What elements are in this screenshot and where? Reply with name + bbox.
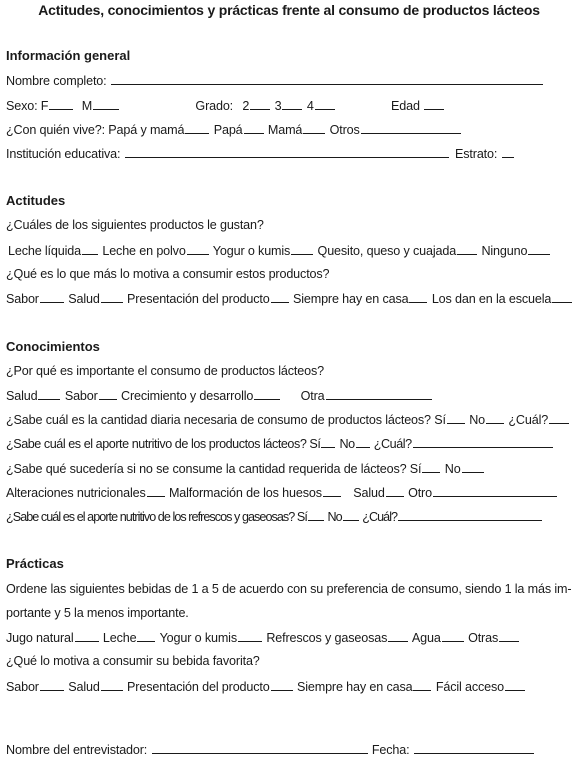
option-suc-salud: Salud: [353, 486, 385, 500]
option-fav-salud: Salud: [68, 680, 100, 694]
field-malformacion[interactable]: [323, 484, 341, 497]
section-heading-practicas: Prácticas: [6, 556, 64, 571]
field-institucion[interactable]: [125, 145, 449, 158]
section-heading-conocimientos: Conocimientos: [6, 339, 100, 354]
field-jugo[interactable]: [75, 629, 99, 642]
field-edad[interactable]: [424, 97, 444, 110]
label-grado: Grado:: [195, 99, 234, 113]
instruction-line-2: portante y 5 la menos importante.: [6, 606, 189, 620]
row-bebidas: [6, 629, 574, 646]
option-ninguno: Ninguno: [481, 244, 528, 258]
row-cantidad: [6, 411, 574, 428]
field-vive-mama[interactable]: [303, 121, 325, 134]
question-aporte-lacteos: ¿Sabe cuál es el aporte nutritivo de los productos lácteos? Sí: [6, 437, 321, 451]
label-grado-4: 4: [306, 99, 314, 113]
option-imp-salud: Salud: [6, 389, 38, 403]
question-cantidad: ¿Sabe cuál es la cantidad diaria necesaria de consumo de productos lácteos? Sí: [6, 413, 446, 427]
field-aporte-si[interactable]: [321, 435, 335, 448]
option-alteraciones: Alteraciones nutricionales: [6, 486, 146, 500]
row-favorita-opciones: [6, 678, 574, 695]
option-sabor: Sabor: [6, 292, 39, 306]
page-title: Actitudes, conocimientos y prácticas frente al consumo de productos lácteos: [38, 2, 540, 18]
label-sucederia-no: No: [444, 462, 461, 476]
row-motiva-opciones: [6, 290, 574, 307]
option-queso: Quesito, queso y cuajada: [317, 244, 457, 258]
field-vive-otros[interactable]: [361, 121, 461, 134]
option-yogur: Yogur o kumis: [212, 244, 291, 258]
option-leche-liquida: Leche líquida: [8, 244, 81, 258]
label-cantidad-cual: ¿Cuál?: [508, 413, 549, 427]
field-cantidad-no[interactable]: [486, 411, 504, 424]
label-vive-mama: Mamá: [267, 123, 303, 137]
field-fav-presentacion[interactable]: [271, 678, 293, 691]
option-presentacion: Presentación del producto: [127, 292, 270, 306]
field-otras[interactable]: [499, 629, 519, 642]
field-refrescos-no[interactable]: [343, 508, 359, 521]
row-sucederia: [6, 460, 574, 477]
field-leche-liquida[interactable]: [82, 242, 98, 255]
field-estrato[interactable]: [502, 145, 514, 158]
field-agua[interactable]: [442, 629, 464, 642]
label-entrevistador: Nombre del entrevistador:: [6, 743, 148, 757]
field-imp-sabor[interactable]: [99, 387, 117, 400]
field-aporte-cual[interactable]: [413, 435, 553, 448]
question-gustan: ¿Cuáles de los siguientes productos le gustan?: [6, 218, 264, 232]
question-importante: ¿Por qué es importante el consumo de productos lácteos?: [6, 364, 324, 378]
field-salud[interactable]: [101, 290, 123, 303]
option-malformacion: Malformación de los huesos: [168, 486, 322, 500]
section-heading-general: Información general: [6, 48, 131, 63]
field-cantidad-cual[interactable]: [549, 411, 569, 424]
field-refrescos-cual[interactable]: [398, 508, 542, 521]
field-entrevistador[interactable]: [152, 741, 368, 754]
instruction-line-1: Ordene las siguientes bebidas de 1 a 5 de acuerdo con su preferencia de consumo, siendo 1 la más im-: [6, 582, 572, 596]
field-fav-salud[interactable]: [101, 678, 123, 691]
field-sucederia-si[interactable]: [422, 460, 440, 473]
question-aporte-refrescos: ¿Sabe cuál es el aporte nutritivo de los refrescos y gaseosas? Sí: [6, 510, 307, 524]
field-yogur[interactable]: [291, 242, 313, 255]
label-institucion: Institución educativa:: [6, 147, 121, 161]
label-refrescos-no: No: [327, 510, 342, 524]
row-footer: [6, 741, 574, 758]
field-fecha[interactable]: [414, 741, 534, 754]
question-sucederia: ¿Sabe qué sucedería si no se consume la cantidad requerida de lácteos? Sí: [6, 462, 422, 476]
field-sabor[interactable]: [40, 290, 64, 303]
field-escuela[interactable]: [552, 290, 572, 303]
field-alteraciones[interactable]: [147, 484, 165, 497]
field-beb-leche[interactable]: [137, 629, 155, 642]
label-sexo-m: M: [81, 99, 93, 113]
label-aporte-no: No: [339, 437, 355, 451]
row-aporte-lacteos: [6, 435, 574, 452]
row-aporte-refrescos: [6, 508, 574, 525]
field-fav-sabor[interactable]: [40, 678, 64, 691]
option-escuela: Los dan en la escuela: [431, 292, 552, 306]
label-vive-otros: Otros: [329, 123, 360, 137]
question-favorita: ¿Qué lo motiva a consumir su bebida favorita?: [6, 654, 260, 668]
option-otras: Otras: [468, 631, 499, 645]
option-salud: Salud: [68, 292, 100, 306]
option-fav-siempre: Siempre hay en casa: [296, 680, 413, 694]
row-institucion: [6, 145, 574, 162]
option-imp-otra: Otra: [300, 389, 325, 403]
label-sexo-f: Sexo: F: [6, 99, 49, 113]
field-suc-salud[interactable]: [386, 484, 404, 497]
option-refrescos: Refrescos y gaseosas: [266, 631, 388, 645]
field-nombre[interactable]: [111, 72, 543, 85]
field-fav-facil[interactable]: [505, 678, 525, 691]
option-fav-sabor: Sabor: [6, 680, 39, 694]
field-grado-4[interactable]: [315, 97, 335, 110]
option-suc-otro: Otro: [408, 486, 432, 500]
field-refrescos-si[interactable]: [308, 508, 324, 521]
field-leche-polvo[interactable]: [187, 242, 209, 255]
field-cantidad-si[interactable]: [447, 411, 465, 424]
label-cantidad-no: No: [469, 413, 486, 427]
option-imp-crecimiento: Crecimiento y desarrollo: [121, 389, 254, 403]
field-grado-3[interactable]: [282, 97, 302, 110]
field-siempre-casa[interactable]: [409, 290, 427, 303]
field-sexo-f[interactable]: [49, 97, 73, 110]
field-presentacion[interactable]: [271, 290, 289, 303]
option-fav-facil: Fácil acceso: [435, 680, 505, 694]
field-imp-salud[interactable]: [38, 387, 60, 400]
label-grado-2: 2: [242, 99, 250, 113]
row-vive: [6, 121, 574, 138]
field-fav-siempre[interactable]: [413, 678, 431, 691]
field-sexo-m[interactable]: [93, 97, 119, 110]
label-nombre: Nombre completo:: [6, 74, 107, 88]
option-leche-polvo: Leche en polvo: [102, 244, 186, 258]
label-aporte-cual: ¿Cuál?: [373, 437, 412, 451]
row-importante-opciones: [6, 387, 574, 404]
field-suc-otro[interactable]: [433, 484, 557, 497]
option-fav-presentacion: Presentación del producto: [127, 680, 270, 694]
field-imp-otra[interactable]: [326, 387, 432, 400]
row-nombre: [6, 72, 574, 89]
option-siempre-casa: Siempre hay en casa: [292, 292, 409, 306]
section-heading-actitudes: Actitudes: [6, 193, 66, 208]
field-ninguno[interactable]: [528, 242, 550, 255]
row-gustan-opciones: [8, 242, 574, 259]
label-vive: ¿Con quién vive?: Papá y mamá: [6, 123, 185, 137]
option-jugo: Jugo natural: [6, 631, 74, 645]
field-refrescos[interactable]: [388, 629, 408, 642]
option-beb-yogur: Yogur o kumis: [159, 631, 237, 645]
label-refrescos-cual: ¿Cuál?: [362, 510, 398, 524]
field-queso[interactable]: [457, 242, 477, 255]
option-imp-sabor: Sabor: [64, 389, 98, 403]
field-imp-crecimiento[interactable]: [254, 387, 280, 400]
option-beb-leche: Leche: [102, 631, 137, 645]
label-grado-3: 3: [274, 99, 282, 113]
option-agua: Agua: [411, 631, 441, 645]
label-fecha: Fecha:: [371, 743, 410, 757]
label-estrato: Estrato:: [455, 147, 498, 161]
row-sexo-grado-edad: [6, 97, 574, 114]
label-edad: Edad: [391, 99, 420, 113]
field-beb-yogur[interactable]: [238, 629, 262, 642]
field-vive-papa[interactable]: [244, 121, 264, 134]
field-vive-ambos[interactable]: [185, 121, 209, 134]
field-sucederia-no[interactable]: [462, 460, 484, 473]
field-aporte-no[interactable]: [356, 435, 370, 448]
field-grado-2[interactable]: [250, 97, 270, 110]
row-sucederia-opciones: [6, 484, 574, 501]
question-motiva: ¿Qué es lo que más lo motiva a consumir estos productos?: [6, 267, 330, 281]
label-vive-papa: Papá: [213, 123, 243, 137]
